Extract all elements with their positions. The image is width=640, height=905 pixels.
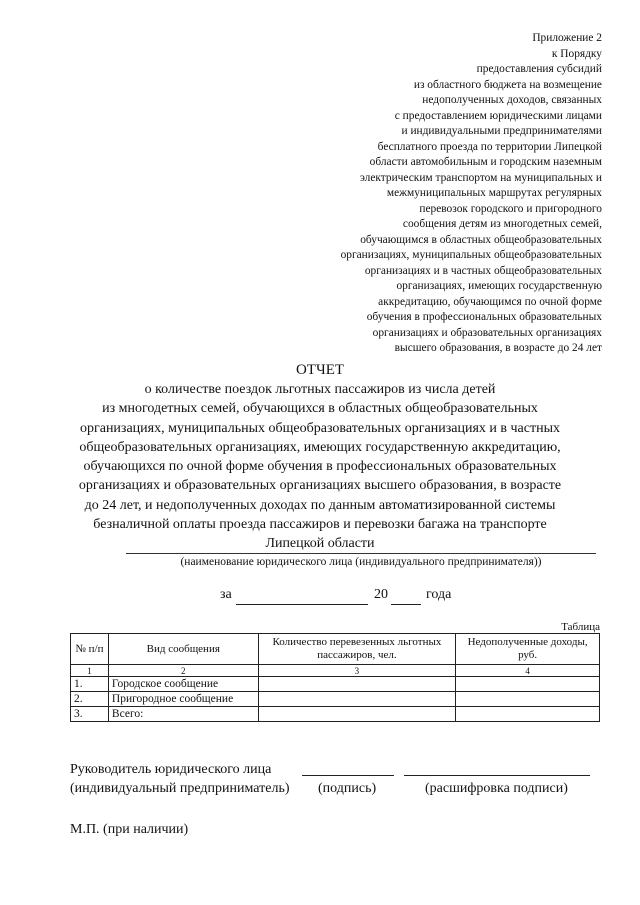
decoding-caption: (расшифровка подписи) [425, 781, 568, 796]
report-table [70, 633, 600, 722]
appendix-line: высшего образования, в возрасте до 24 лет [394, 342, 602, 354]
period-year-prefix: 20 [374, 587, 388, 602]
table-row [71, 692, 600, 707]
appendix-line: организациях, имеющих государственную [396, 280, 602, 292]
entity-name-caption: (наименование юридического лица (индивидуального предпринимателя)) [180, 556, 542, 568]
signature-head-label: Руководитель юридического лица [70, 762, 272, 777]
column-number: 3 [258, 665, 456, 677]
report-line: о количестве поездок льготных пассажиров из числа детей [144, 382, 496, 397]
header-qty: Количество перевезенных льготных пассажиров, чел. [258, 634, 456, 665]
appendix-block [242, 31, 602, 357]
row-qty[interactable] [258, 707, 456, 722]
report-line: Липецкой области [265, 536, 375, 552]
appendix-line: организациях и образовательных организациях [372, 326, 602, 339]
header-income: Недополученные доходы, руб. [456, 634, 600, 665]
period-year-blank-line [391, 604, 421, 605]
header-type: Вид сообщения [108, 634, 258, 665]
report-description [50, 380, 590, 554]
appendix-line: с предоставлением юридическими лицами [394, 109, 602, 122]
header-num: № п/п [71, 634, 109, 665]
signature-entrepreneur-label: (индивидуальный предприниматель) [70, 781, 290, 796]
table-caption: Таблица [561, 621, 600, 633]
period-suffix: года [426, 587, 452, 602]
signature-line [302, 775, 394, 776]
report-line: обучающихся по очной форме обучения в профессиональных образовательных [83, 459, 557, 475]
appendix-line: аккредитацию, обучающимся по очной форме [378, 295, 602, 308]
row-num: 3. [71, 707, 109, 722]
appendix-line: перевозок городского и пригородного [419, 202, 602, 215]
appendix-line: из областного бюджета на возмещение [413, 78, 602, 91]
appendix-line: предоставления субсидий [476, 63, 602, 75]
row-qty[interactable] [258, 677, 456, 692]
appendix-line: к Порядку [551, 47, 602, 60]
report-line: организациях, муниципальных общеобразовательных организациях и в частных [79, 420, 560, 436]
report-line: до 24 лет, и недополученных доходах по данным автоматизированной системы [84, 497, 556, 513]
table-row [71, 677, 600, 692]
row-income[interactable] [456, 707, 600, 722]
appendix-line: и индивидуальными предпринимателями [401, 125, 602, 137]
column-number: 4 [456, 665, 600, 677]
row-type: Пригородное сообщение [108, 692, 258, 707]
row-type: Городское сообщение [108, 677, 258, 692]
row-num: 2. [71, 692, 109, 707]
appendix-line: сообщения детям из многодетных семей, [402, 218, 602, 230]
row-qty[interactable] [258, 692, 456, 707]
column-number: 1 [71, 665, 109, 677]
row-income[interactable] [456, 677, 600, 692]
period-prefix: за [220, 587, 232, 602]
report-line: безналичной оплаты проезда пассажиров и перевозки багажа на транспорте [93, 517, 547, 533]
decoding-line [404, 775, 590, 776]
report-line: из многодетных семей, обучающихся в областных общеобразовательных [102, 401, 538, 417]
appendix-line: области автомобильным и городским наземным [369, 156, 602, 168]
report-line: организациях и образовательных организациях высшего образования, в возрасте [78, 478, 562, 494]
column-number-row [71, 665, 600, 677]
appendix-line: межмуниципальных маршрутах регулярных [386, 187, 602, 199]
appendix-line: организациях и в частных общеобразовательных [364, 264, 602, 277]
stamp-label: М.П. (при наличии) [70, 822, 189, 837]
table-row [71, 707, 600, 722]
appendix-line: бесплатного проезда по территории Липецкой [377, 140, 602, 153]
appendix-line: Приложение 2 [532, 32, 602, 44]
signature-caption: (подпись) [318, 781, 377, 796]
entity-name-line [126, 553, 596, 554]
appendix-line: электрическим транспортом на муниципальных и [359, 171, 602, 184]
row-num: 1. [71, 677, 109, 692]
row-type: Всего: [108, 707, 258, 722]
table-header-row [71, 634, 600, 665]
report-title: ОТЧЕТ [295, 362, 345, 378]
row-income[interactable] [456, 692, 600, 707]
column-number: 2 [108, 665, 258, 677]
appendix-line: обучающимся в областных общеобразовательных [360, 233, 602, 246]
appendix-line: обучения в профессиональных образовательных [366, 311, 602, 323]
appendix-line: недополученных доходов, связанных [422, 94, 602, 106]
appendix-line: организациях, муниципальных общеобразовательных [340, 249, 602, 261]
report-line: общеобразовательных организациях, имеющих государственную аккредитацию, [79, 439, 561, 455]
period-blank-line [236, 604, 368, 605]
